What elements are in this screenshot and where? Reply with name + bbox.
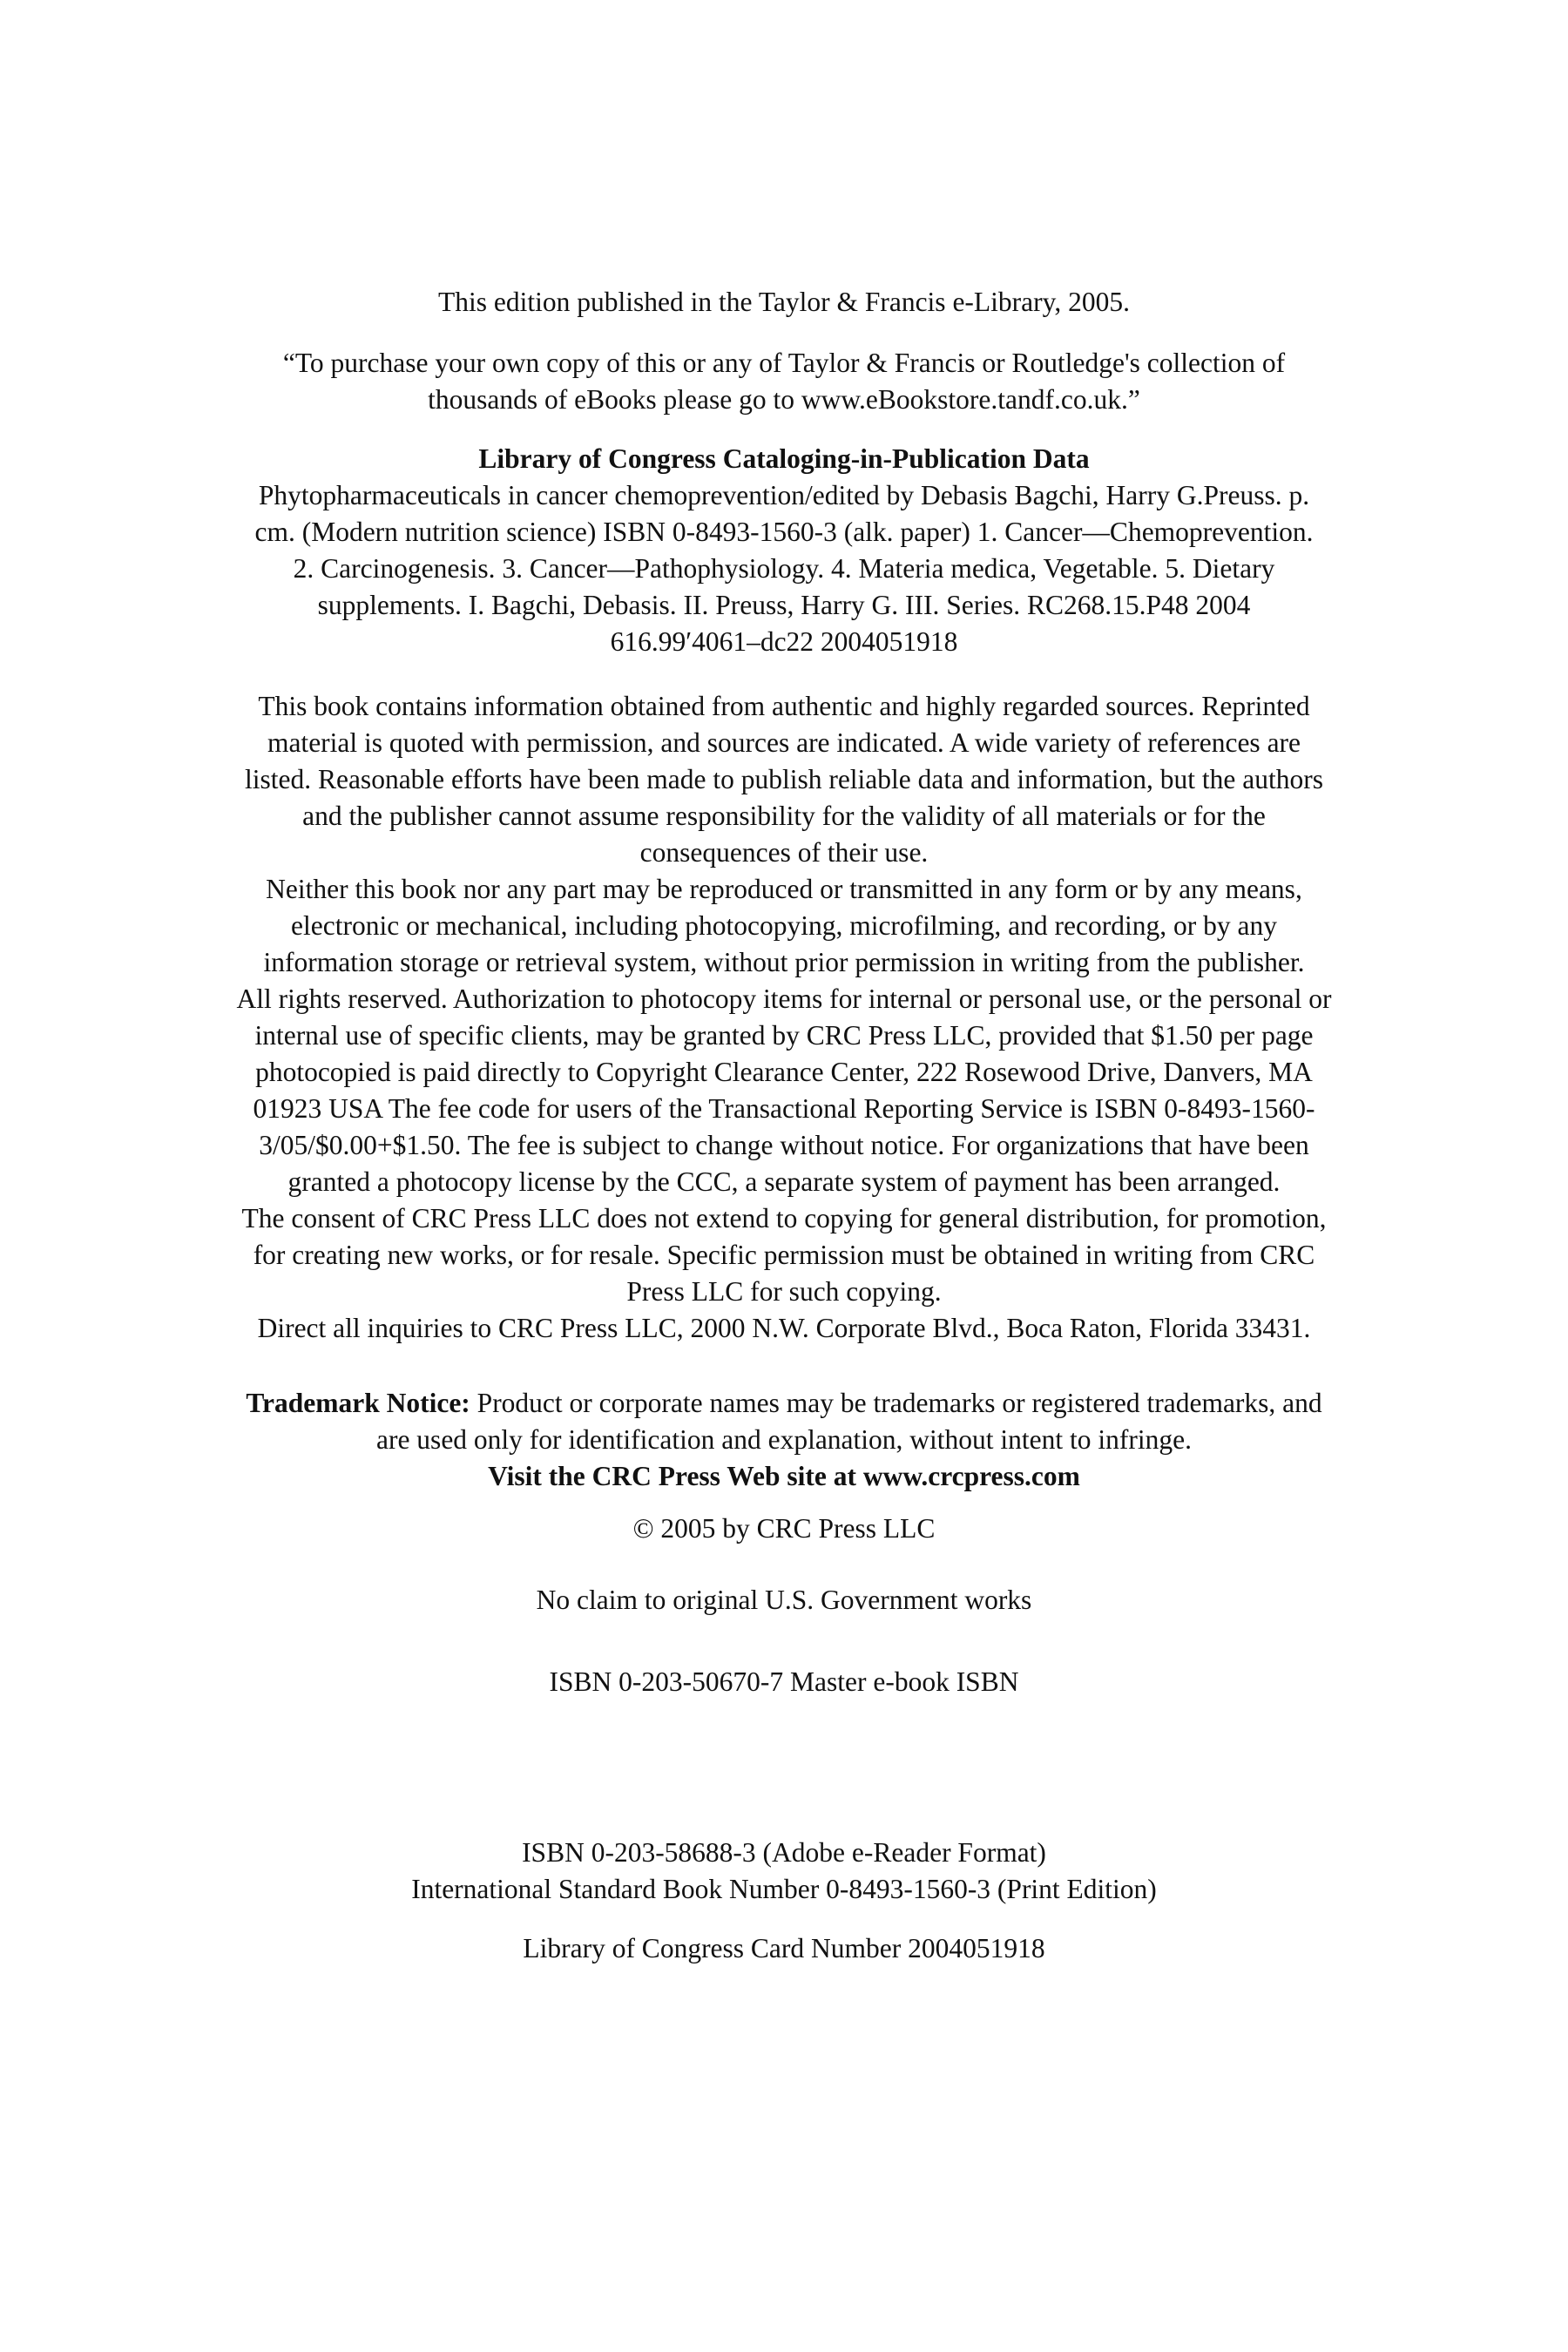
legal-line: 3/05/$0.00+$1.50. The fee is subject to change without notice. For organizations that have been bbox=[259, 1130, 1309, 1160]
cip-line: supplements. I. Bagchi, Debasis. II. Preuss, Harry G. III. Series. RC268.15.P48 2004 bbox=[317, 590, 1251, 620]
purchase-note bbox=[122, 345, 1446, 418]
no-claim-line: No claim to original U.S. Government works bbox=[536, 1585, 1032, 1615]
isbn-print-line: International Standard Book Number 0-8493-1560-3 (Print Edition) bbox=[411, 1874, 1157, 1904]
isbn-master-block bbox=[122, 1664, 1446, 1700]
lccn-block bbox=[122, 1930, 1446, 1967]
lccn-line: Library of Congress Card Number 2004051918 bbox=[523, 1933, 1045, 1963]
legal-line: and the publisher cannot assume responsibility for the validity of all materials or for the bbox=[302, 801, 1266, 831]
legal-notice bbox=[122, 688, 1446, 1347]
edition-line: This edition published in the Taylor & Francis e-Library, 2005. bbox=[438, 287, 1130, 317]
trademark-label: Trademark Notice: bbox=[246, 1388, 470, 1418]
cip-line: 2. Carcinogenesis. 3. Cancer—Pathophysiology. 4. Materia medica, Vegetable. 5. Dietary bbox=[293, 553, 1275, 584]
cip-line: cm. (Modern nutrition science) ISBN 0-8493-1560-3 (alk. paper) 1. Cancer—Chemoprevention. bbox=[254, 517, 1314, 547]
isbn-master-line: ISBN 0-203-50670-7 Master e-book ISBN bbox=[549, 1666, 1019, 1697]
website-notice: Visit the CRC Press Web site at www.crcpress.com bbox=[488, 1461, 1080, 1491]
legal-line: material is quoted with permission, and sources are indicated. A wide variety of references are bbox=[267, 727, 1301, 758]
cip-line: 616.99′4061–dc22 2004051918 bbox=[610, 626, 958, 657]
legal-line: Neither this book nor any part may be reproduced or transmitted in any form or by any means, bbox=[266, 874, 1302, 904]
legal-line: listed. Reasonable efforts have been made to publish reliable data and information, but the authors bbox=[244, 764, 1324, 794]
cip-heading: Library of Congress Cataloging-in-Publication Data bbox=[478, 443, 1090, 474]
trademark-text: Product or corporate names may be trademarks or registered trademarks, and bbox=[470, 1388, 1322, 1418]
edition-notice bbox=[122, 284, 1446, 321]
legal-line: All rights reserved. Authorization to photocopy items for internal or personal use, or the personal or bbox=[236, 983, 1332, 1014]
copyright-block bbox=[122, 1511, 1446, 1547]
legal-line: information storage or retrieval system, without prior permission in writing from the publisher. bbox=[263, 947, 1305, 977]
purchase-note-line: thousands of eBooks please go to www.eBookstore.tandf.co.uk.” bbox=[428, 384, 1140, 415]
legal-line: The consent of CRC Press LLC does not extend to copying for general distribution, for promotion, bbox=[241, 1203, 1327, 1233]
legal-line: This book contains information obtained from authentic and highly regarded sources. Reprinted bbox=[258, 691, 1310, 721]
trademark-notice bbox=[122, 1385, 1446, 1495]
legal-line: consequences of their use. bbox=[639, 837, 929, 868]
isbn-adobe-line: ISBN 0-203-58688-3 (Adobe e-Reader Format) bbox=[522, 1837, 1046, 1868]
cip-line: Phytopharmaceuticals in cancer chemoprevention/edited by Debasis Bagchi, Harry G.Preuss. p. bbox=[258, 480, 1310, 510]
legal-line: Direct all inquiries to CRC Press LLC, 2000 N.W. Corporate Blvd., Boca Raton, Florida 33431. bbox=[257, 1313, 1311, 1343]
legal-line: photocopied is paid directly to Copyright Clearance Center, 222 Rosewood Drive, Danvers, MA bbox=[255, 1057, 1313, 1087]
legal-line: Press LLC for such copying. bbox=[626, 1276, 942, 1307]
cip-data bbox=[122, 441, 1446, 660]
no-claim-block bbox=[122, 1582, 1446, 1619]
trademark-line bbox=[122, 1385, 1446, 1422]
legal-line: for creating new works, or for resale. Specific permission must be obtained in writing from CRC bbox=[253, 1240, 1315, 1270]
legal-line: granted a photocopy license by the CCC, a separate system of payment has been arranged. bbox=[287, 1166, 1281, 1197]
isbn-block bbox=[122, 1835, 1446, 1908]
purchase-note-line: “To purchase your own copy of this or any of Taylor & Francis or Routledge's collection of bbox=[282, 348, 1286, 378]
legal-line: internal use of specific clients, may be granted by CRC Press LLC, provided that $1.50 per page bbox=[254, 1020, 1314, 1051]
legal-line: electronic or mechanical, including photocopying, microfilming, and recording, or by any bbox=[291, 910, 1277, 941]
trademark-line: are used only for identification and explanation, without intent to infringe. bbox=[375, 1424, 1192, 1455]
copyright-line: © 2005 by CRC Press LLC bbox=[632, 1513, 936, 1544]
legal-line: 01923 USA The fee code for users of the Transactional Reporting Service is ISBN 0-8493-1560- bbox=[253, 1093, 1315, 1124]
